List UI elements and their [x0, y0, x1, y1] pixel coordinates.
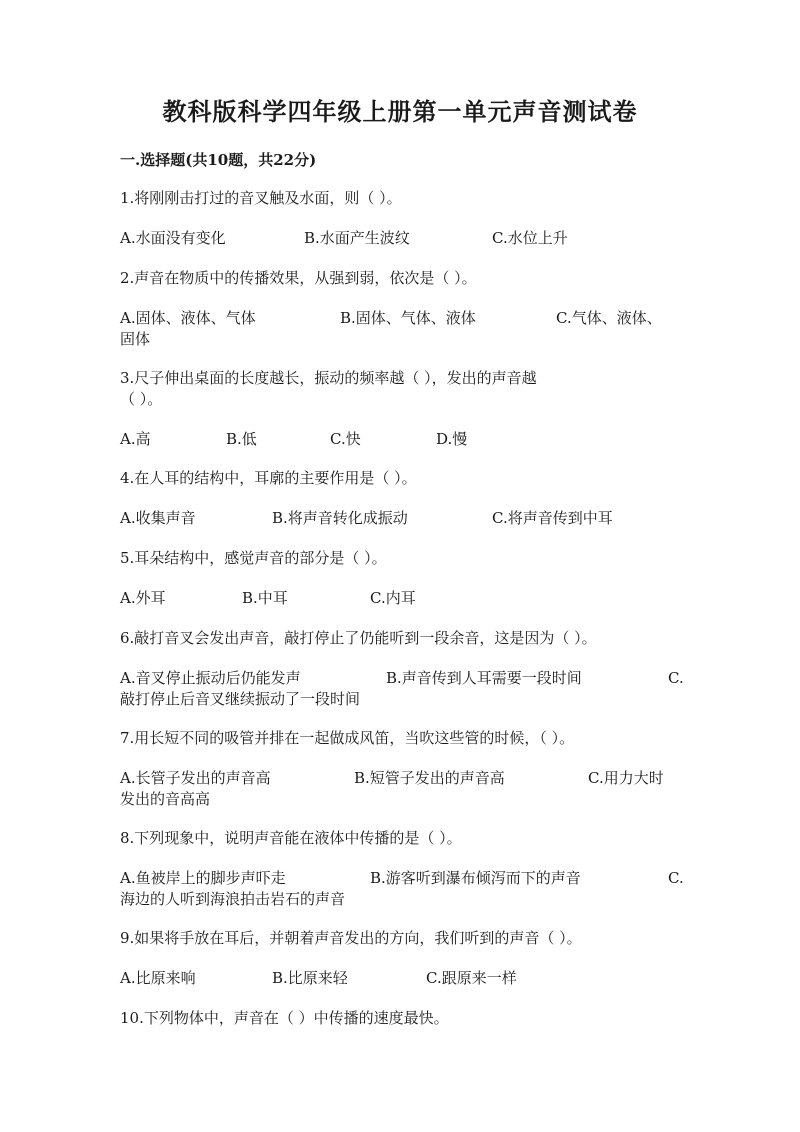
- question-1: 1.将刚刚击打过的音叉触及水面，则（ ）。: [120, 189, 402, 207]
- question-8: 8.下列现象中，说明声音能在液体中传播的是（ ）。: [120, 829, 462, 847]
- q9-option-b: B.比原来轻: [272, 969, 348, 987]
- page-title: 教科版科学四年级上册第一单元声音测试卷: [162, 97, 638, 126]
- q1-option-c: C.水位上升: [492, 229, 568, 247]
- section-heading: 一.选择题(共10题，共22分): [120, 151, 317, 169]
- q1-option-a: A.水面没有变化: [120, 229, 226, 247]
- q2-option-a: A.固体、液体、气体: [120, 309, 256, 327]
- q5-option-c: C.内耳: [370, 589, 416, 607]
- q5-option-b: B.中耳: [242, 589, 288, 607]
- q4-option-b: B.将声音转化成振动: [272, 509, 408, 527]
- q8-option-a: A.鱼被岸上的脚步声吓走: [120, 869, 286, 887]
- q4-option-c: C.将声音传到中耳: [492, 509, 613, 527]
- q8-option-c-wrap: 海边的人听到海浪拍击岩石的声音: [120, 890, 346, 908]
- question-4: 4.在人耳的结构中，耳廓的主要作用是（ ）。: [120, 469, 417, 487]
- q6-option-b: B.声音传到人耳需要一段时间: [386, 669, 582, 687]
- question-2: 2.声音在物质中的传播效果，从强到弱，依次是（ ）。: [120, 269, 477, 287]
- q2-option-b: B.固体、气体、液体: [340, 309, 476, 327]
- q3-option-c: C.快: [330, 430, 361, 448]
- q7-option-b: B.短管子发出的声音高: [354, 769, 505, 787]
- q3-option-a: A.高: [120, 430, 151, 448]
- question-9: 9.如果将手放在耳后，并朝着声音发出的方向，我们听到的声音（ ）。: [120, 929, 582, 947]
- question-6: 6.敲打音叉会发出声音，敲打停止了仍能听到一段余音，这是因为（ ）。: [120, 629, 597, 647]
- q9-option-c: C.跟原来一样: [426, 969, 517, 987]
- q9-option-a: A.比原来响: [120, 969, 196, 987]
- question-3-wrap: （ ）。: [120, 390, 163, 408]
- q4-option-a: A.收集声音: [120, 509, 196, 527]
- question-7: 7.用长短不同的吸管并排在一起做成风笛，当吹这些管的时候，（ ）。: [120, 729, 575, 747]
- question-3: 3.尺子伸出桌面的长度越长，振动的频率越（ ），发出的声音越: [120, 369, 537, 387]
- q2-option-c: C.气体、液体、: [556, 309, 662, 327]
- q6-option-a: A.音叉停止振动后仍能发声: [120, 669, 301, 687]
- q7-option-c-wrap: 发出的音高高: [120, 790, 211, 808]
- q8-option-c: C.: [668, 869, 684, 887]
- q2-option-c-wrap: 固体: [120, 330, 151, 348]
- q6-option-c-wrap: 敲打停止后音叉继续振动了一段时间: [120, 690, 361, 708]
- q8-option-b: B.游客听到瀑布倾泻而下的声音: [370, 869, 581, 887]
- q3-option-b: B.低: [226, 430, 257, 448]
- question-10: 10.下列物体中，声音在（ ）中传播的速度最快。: [120, 1009, 449, 1027]
- q7-option-a: A.长管子发出的声音高: [120, 769, 271, 787]
- q1-option-b: B.水面产生波纹: [304, 229, 410, 247]
- q3-option-d: D.慢: [436, 430, 468, 448]
- question-5: 5.耳朵结构中，感觉声音的部分是（ ）。: [120, 549, 387, 567]
- q7-option-c: C.用力大时: [588, 769, 664, 787]
- q6-option-c: C.: [668, 669, 684, 687]
- q5-option-a: A.外耳: [120, 589, 166, 607]
